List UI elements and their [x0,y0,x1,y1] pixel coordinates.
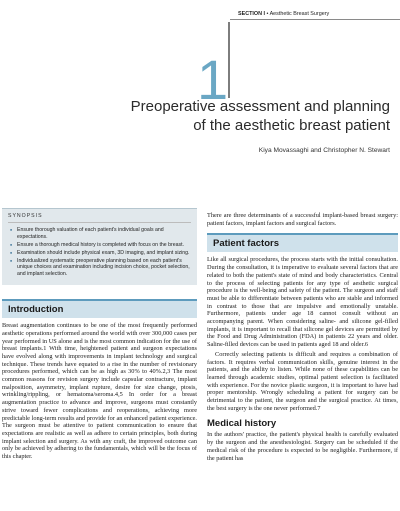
synopsis-item: ■ Ensure thorough valuation of each patient's individual goals and expectations. [17,227,191,240]
section-subject: Aesthetic Breast Surgery [269,11,330,17]
left-column [2,208,197,461]
medical-history-heading: Medical history [207,418,277,430]
header-divider [230,19,400,20]
medical-history-text: In the authors' practice, the patient's physical health is carefully evaluated by the surgeon and the anesthesiologist. Surgery can be scheduled if the medical risk of the procedure is expected to be negligible. Furthermore, if the patient has [207,431,398,462]
synopsis-item: ■ Individualized systematic preoperative planning based on each patient's unique choices and examination including incision choice, pocket selection, and implant selection. [17,258,191,278]
synopsis-box [2,208,197,285]
synopsis-item: ■ Examination should include physical exam, 3D imaging, and implant sizing. [17,250,191,257]
introduction-text: Breast augmentation continues to be one of the most frequently performed aesthetic operations performed around the world with over 300,000 cases per year performed in US alone and is the most common indication for the use of breast implants.1 With time, heightened patient and surgeon expectations have evolved along with improvements in implant technology and surgical technique. These trends have equated to a rise in the number of revisionary procedures performed, which can be as high as 30% to 40%.2,3 The most common reasons for revision surgery include capsular contracture, implant malposition, asymmetry, implant rupture, desire for size change, ptosis, wrinkling/rippling, or hematoma/seroma.4,5 In order for a breast augmentation practice to advance and improve, surgeons must constantly strive toward fewer complications and reoperations, achieving more predictable long-term results and provide for an enhanced patient experience. The surgeon must be attentive to patient communication to ensure that expectations are realistic as well as adhere to certain principles, both during implant selection and surgery. As with any craft, the improved outcome can only be achieved by adhering to the fundamentals, which will be the focus of this chapter. [2,322,197,461]
right-column [207,212,398,462]
authors: Kiya Movassaghi and Christopher N. Stewart [258,147,390,154]
synopsis-heading: SYNOPSIS [8,213,191,223]
header-separator: • [266,11,269,17]
introduction-heading: Introduction [2,299,197,318]
chapter-title [118,98,390,135]
determinants-text: There are three determinants of a successful implant-based breast surgery: patient factors, implant factors and surgical factors. [207,212,398,227]
synopsis-list [8,227,191,278]
patient-factors-para-1: Like all surgical procedures, the process starts with the initial consultation. During the consultation, it is imperative to evaluate several factors that are related to both the patient's state of mind and body characteristics. Central to the process of selecting patients for any type of aesthetic surgical procedure is the well-being and safety of the patient. The surgeon and staff must be able to differentiate between patients who are stable and informed in contrast to those that are impulsive and emotionally unstable. Furthermore, patients under age 18 cannot consult without an accompanying parent. When considering saline- and silicone gel-filled implants, it is important to recall that silicone gel devices are permitted by the Food and Drug Administration (FDA) in patients 22 years and older. Saline-filled devices can be used in patients aged 18 and older.6 [207,256,398,349]
synopsis-item: ■ Ensure a thorough medical history is completed with focus on the breast. [17,242,191,249]
title-line-2: of the aesthetic breast patient [193,116,390,134]
running-header [238,11,329,17]
title-line-1: Preoperative assessment and planning [130,98,390,115]
chapter-number: 1 [197,48,229,111]
patient-factors-heading: Patient factors [207,233,398,252]
chapter-marker-bar [228,22,230,98]
section-number: SECTION I [238,11,265,17]
patient-factors-para-2: Correctly selecting patients is difficult and requires a combination of factors. It requires verbal communication skills, genuine interest in the patients, and the ability to listen. While none of these capabilities can be learned through academic studies, optimal patient selection is facilitated with experience. For the novice plastic surgeon, it is important to have had proper mentorship. Wrongly scheduling a patient for surgery can be detrimental to the patient, the surgeon and the surgical practice. At times, the best surgery is the one never performed.7 [207,350,398,412]
